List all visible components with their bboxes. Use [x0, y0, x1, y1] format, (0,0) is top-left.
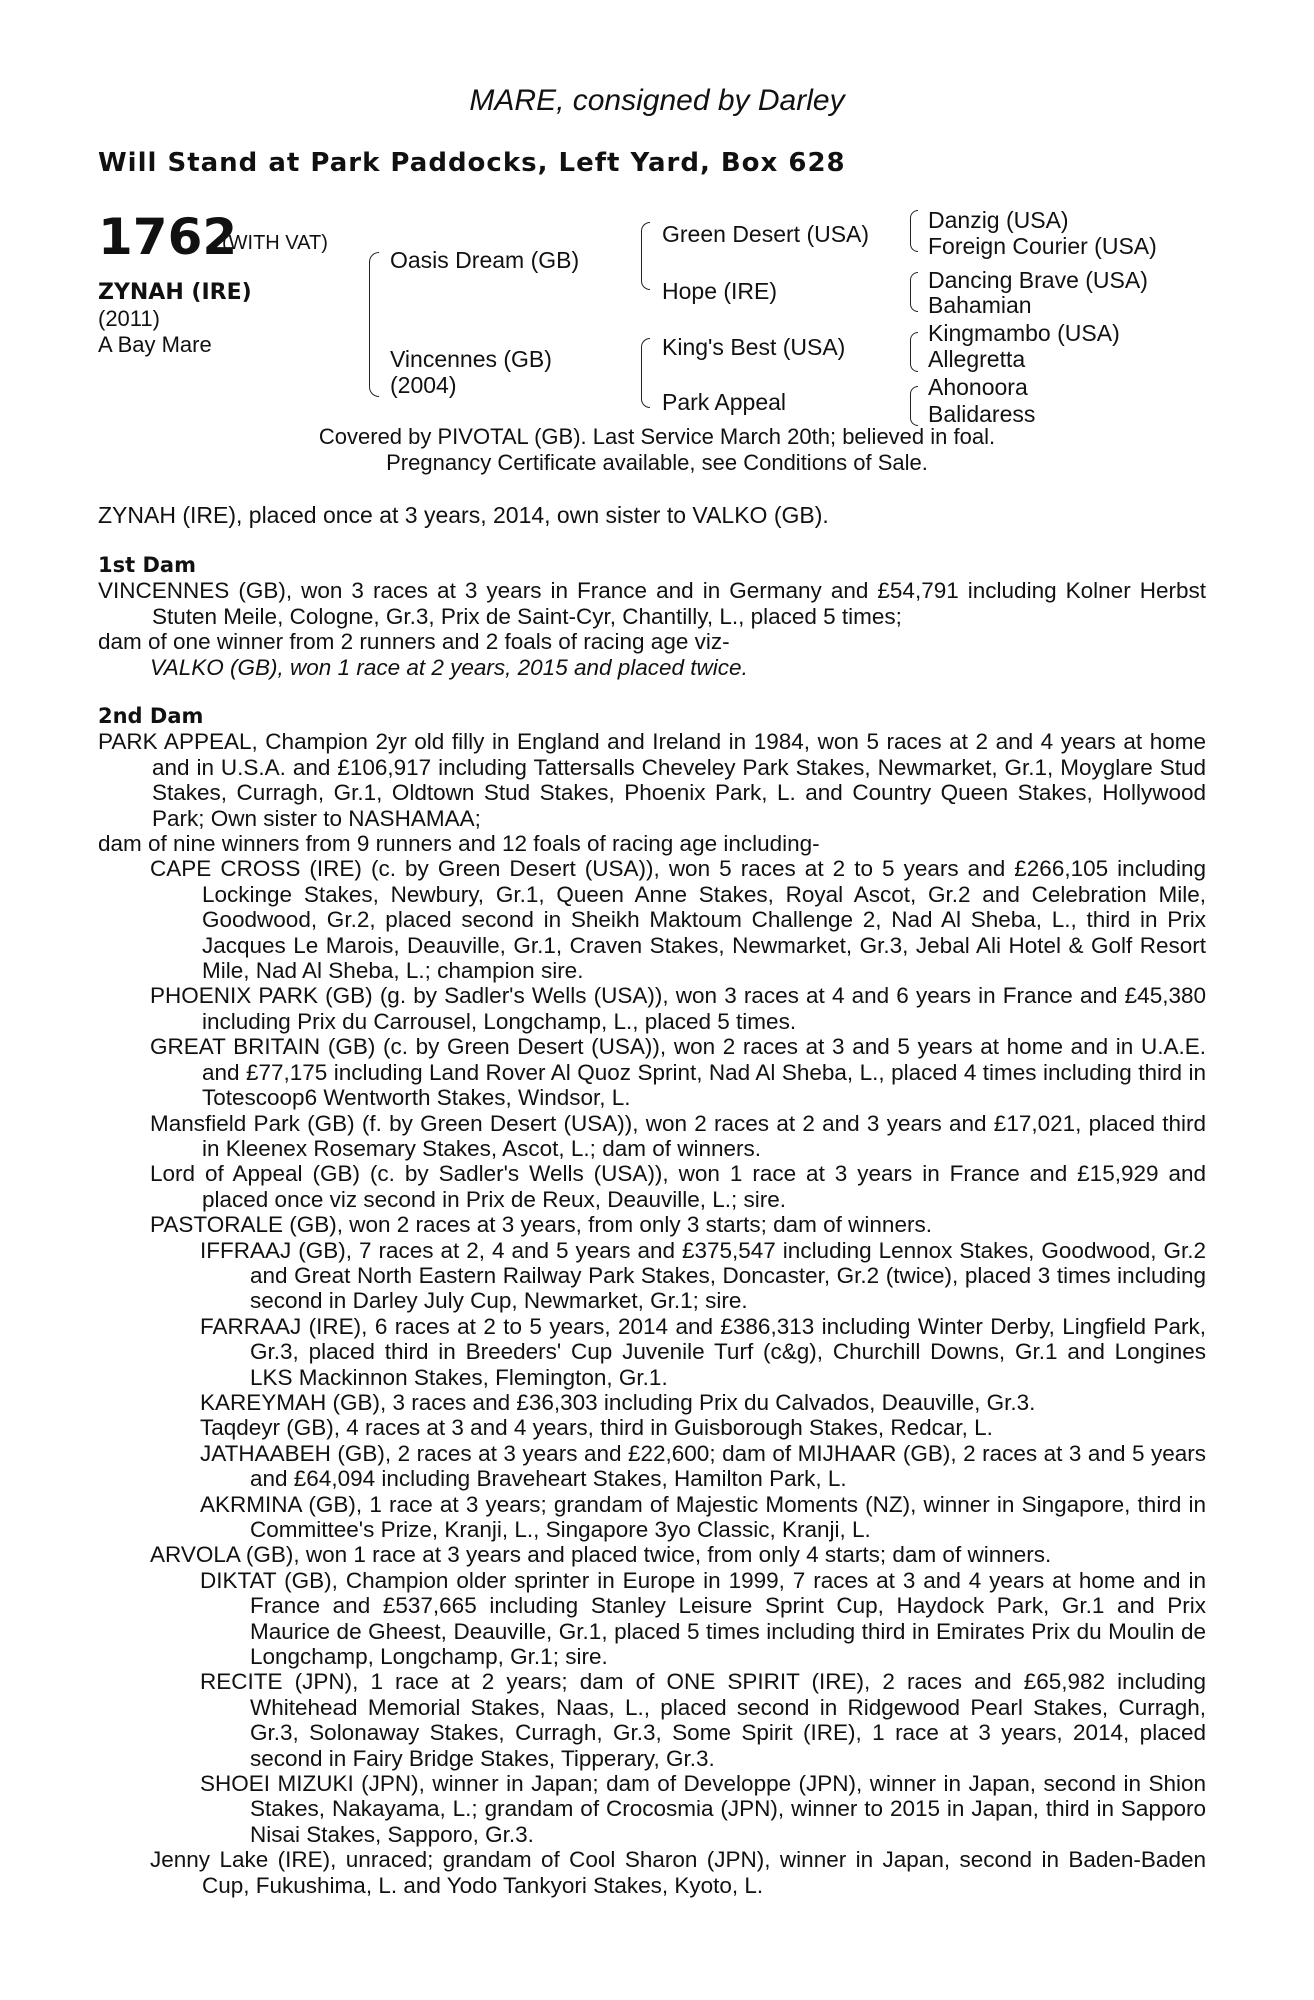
pedigree-dam: Vincennes (GB) — [390, 346, 552, 372]
produce-entry: SHOEI MIZUKI (JPN), winner in Japan; dam of Developpe (JPN), winner in Japan, second in Shion Stakes, Nakayama, L.; grandam of Crocosmia (JPN), winner to 2015 in Japan, third in Sapporo Nisai Stakes, Sapporo, Gr.3. — [200, 1771, 1206, 1847]
produce-entry: FARRAAJ (IRE), 6 races at 2 to 5 years, 2014 and £386,313 including Winter Derby, Lingfield Park, Gr.3, placed third in Breeders' Cup Juvenile Turf (c&g), Churchill Downs, Gr.1 and Longines LKS Mackinnon Stakes, Flemington, Gr.1. — [200, 1313, 1206, 1390]
produce-entry: Lord of Appeal (GB) (c. by Sadler's Wells (USA)), won 1 race at 3 years in France and £15,929 and placed once viz second in Prix de Reux, Deauville, L.; sire. — [150, 1161, 1206, 1212]
catalogue-heading: MARE, consigned by Darley — [469, 84, 845, 117]
pedigree-brace — [910, 210, 918, 252]
pregnancy-note: Pregnancy Certificate available, see Conditions of Sale. — [386, 450, 928, 475]
first-dam-record: VINCENNES (GB), won 3 races at 3 years in France and in Germany and £54,791 including Kolner Herbst Stuten Meile, Cologne, Gr.3, Prix de Saint-Cyr, Chantilly, L., placed 5 times; — [98, 578, 1206, 629]
produce-entry: PHOENIX PARK (GB) (g. by Sadler's Wells (USA)), won 3 races at 4 and 6 years in France and £45,380 including Prix du Carrousel, Longchamp, L., placed 5 times. — [150, 983, 1206, 1034]
first-dam-section — [98, 553, 1206, 680]
horse-summary: ZYNAH (IRE), placed once at 3 years, 2014, own sister to VALKO (GB). — [98, 502, 829, 528]
second-dam-section — [98, 704, 1206, 1898]
produce-list — [98, 856, 1206, 1898]
pedigree-brace — [910, 332, 918, 372]
second-dam-produce-summary: dam of nine winners from 9 runners and 12 foals of racing age including- — [98, 831, 820, 857]
pedigree-sire-dam: Hope (IRE) — [662, 278, 778, 304]
pedigree-sire: Oasis Dream (GB) — [390, 247, 580, 273]
pedigree-brace — [910, 386, 918, 426]
produce-entry: Jenny Lake (IRE), unraced; grandam of Cool Sharon (JPN), winner in Japan, second in Baden-Baden Cup, Fukushima, L. and Yodo Tankyori Stakes, Kyoto, L. — [150, 1847, 1206, 1898]
pedigree-sdd: Bahamian — [928, 292, 1032, 318]
produce-entry: DIKTAT (GB), Champion older sprinter in Europe in 1999, 7 races at 3 and 4 years at home and in France and £537,665 including Stanley Leisure Sprint Cup, Haydock Park, Gr.1 and Prix Maurice de Gheest, Deauville, Gr.1, placed 5 times including third in Emirates Prix du Moulin de Longchamp, Longchamp, Gr.1; sire. — [200, 1567, 1206, 1670]
first-dam-heading: 1st Dam — [98, 553, 196, 577]
produce-entry: AKRMINA (GB), 1 race at 3 years; grandam of Majestic Moments (NZ), winner in Singapore, third in Committee's Prize, Kranji, L., Singapore 3yo Classic, Kranji, L. — [200, 1491, 1206, 1542]
produce-entry: JATHAABEH (GB), 2 races at 3 years and £22,600; dam of MIJHAAR (GB), 2 races at 3 and 5 years and £64,094 including Braveheart Stakes, Hamilton Park, L. — [200, 1440, 1206, 1492]
produce-entry: PASTORALE (GB), won 2 races at 3 years, from only 3 starts; dam of winners. — [150, 1212, 932, 1238]
horse-description: A Bay Mare — [98, 332, 212, 357]
pedigree-brace — [641, 222, 650, 290]
pedigree-sss: Danzig (USA) — [928, 207, 1069, 233]
first-dam-foal: VALKO (GB), won 1 race at 2 years, 2015 and placed twice. — [150, 654, 748, 680]
pedigree-dam-year: (2004) — [390, 372, 457, 398]
pedigree-dss: Kingmambo (USA) — [928, 320, 1120, 346]
produce-entry: Mansfield Park (GB) (f. by Green Desert (USA)), won 2 races at 2 and 3 years and £17,021, placed third in Kleenex Rosemary Stakes, Ascot, L.; dam of winners. — [150, 1110, 1206, 1161]
first-dam-produce-summary: dam of one winner from 2 runners and 2 foals of racing age viz- — [98, 629, 730, 655]
pedigree-dam-dam: Park Appeal — [662, 389, 787, 415]
pedigree-ddd: Balidaress — [928, 401, 1036, 427]
pedigree-dam-sire: King's Best (USA) — [662, 334, 846, 360]
produce-entry: KAREYMAH (GB), 3 races and £36,303 including Prix du Calvados, Deauville, Gr.3. — [200, 1389, 1036, 1415]
vat-label: (WITH VAT) — [222, 232, 328, 254]
covering-note: Covered by PIVOTAL (GB). Last Service March 20th; believed in foal. — [318, 424, 996, 449]
horse-year: (2011) — [98, 306, 160, 331]
produce-entry: RECITE (JPN), 1 race at 2 years; dam of ONE SPIRIT (IRE), 2 races and £65,982 including Whitehead Memorial Stakes, Naas, L., placed second in Ridgewood Pearl Stakes, Curragh, Gr.3, Solonaway Stakes, Curragh, Gr.3, Some Spirit (IRE), 1 race at 3 years, 2014, placed second in Fairy Bridge Stakes, Tipperary, Gr.3. — [200, 1669, 1206, 1771]
pedigree-brace — [910, 272, 918, 312]
produce-entry: IFFRAAJ (GB), 7 races at 2, 4 and 5 years and £375,547 including Lennox Stakes, Goodwood, Gr.2 and Great North Eastern Railway Park Stakes, Doncaster, Gr.2 (twice), placed 3 times including second in Darley July Cup, Newmarket, Gr.1; sire. — [200, 1237, 1206, 1314]
pedigree-dds: Ahonoora — [928, 374, 1028, 400]
stand-location: Will Stand at Park Paddocks, Left Yard, Box 628 — [98, 148, 846, 178]
pedigree-sds: Dancing Brave (USA) — [928, 267, 1148, 293]
produce-entry: ARVOLA (GB), won 1 race at 3 years and placed twice, from only 4 starts; dam of winners. — [150, 1542, 1052, 1568]
second-dam-record: PARK APPEAL, Champion 2yr old filly in England and Ireland in 1984, won 5 races at 2 and 4 years at home and in U.S.A. and £106,917 including Tattersalls Cheveley Park Stakes, Newmarket, Gr.1, Moyglare Stud Stakes, Curragh, Gr.1, Oldtown Stud Stakes, Phoenix Park, L. and Country Queen Stakes, Hollywood Park; Own sister to NASHAMAA; — [98, 729, 1206, 831]
pedigree-ssd: Foreign Courier (USA) — [928, 233, 1157, 259]
produce-entry: CAPE CROSS (IRE) (c. by Green Desert (USA)), won 5 races at 2 to 5 years and £266,105 including Lockinge Stakes, Newbury, Gr.1, Queen Anne Stakes, Royal Ascot, Gr.2 and Celebration Mile, Goodwood, Gr.2, placed second in Sheikh Maktoum Challenge 2, Nad Al Sheba, L., third in Prix Jacques Le Marois, Deauville, Gr.1, Craven Stakes, Newmarket, Gr.3, Jebal Ali Hotel & Golf Resort Mile, Nad Al Sheba, L.; champion sire. — [150, 856, 1206, 984]
pedigree-sire-sire: Green Desert (USA) — [662, 221, 870, 247]
produce-entry: Taqdeyr (GB), 4 races at 3 and 4 years, third in Guisborough Stakes, Redcar, L. — [200, 1415, 993, 1441]
pedigree-brace — [369, 252, 379, 397]
produce-entry: GREAT BRITAIN (GB) (c. by Green Desert (USA)), won 2 races at 3 and 5 years at home and in U.A.E. and £77,175 including Land Rover Al Quoz Sprint, Nad Al Sheba, L., placed 4 times including third in Totescoop6 Wentworth Stakes, Windsor, L. — [150, 1034, 1206, 1111]
horse-name: ZYNAH (IRE) — [98, 280, 252, 305]
pedigree-brace — [641, 338, 650, 408]
lot-number: 1762 — [98, 208, 238, 266]
second-dam-heading: 2nd Dam — [98, 704, 204, 728]
pedigree-dsd: Allegretta — [928, 346, 1026, 372]
